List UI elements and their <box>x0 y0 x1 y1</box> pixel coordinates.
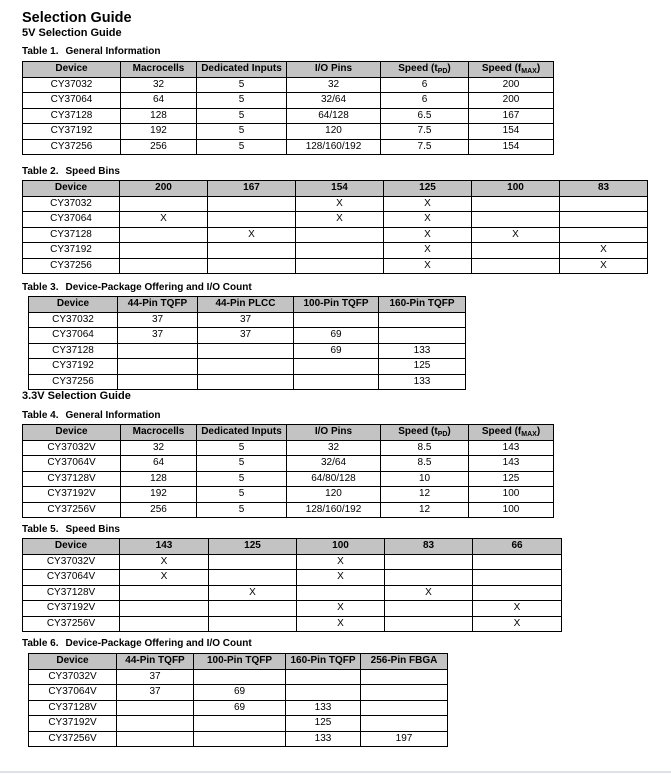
table2-caption-title: Speed Bins <box>65 166 120 177</box>
table5-caption-label: Table 5. <box>22 524 59 535</box>
table-header-row <box>23 539 562 555</box>
device-cell: CY37192V <box>23 601 120 617</box>
value-cell: 154 <box>469 124 554 140</box>
device-cell: CY37256V <box>23 502 121 518</box>
value-cell <box>294 374 379 390</box>
device-cell: CY37064 <box>23 212 120 228</box>
table-general-information-3v3 <box>22 424 554 518</box>
table3-caption-title: Device-Package Offering and I/O Count <box>65 282 252 293</box>
device-cell: CY37032 <box>23 77 121 93</box>
value-cell: X <box>209 585 297 601</box>
table-header-cell: Device <box>23 539 120 555</box>
value-cell: 256 <box>121 139 197 155</box>
value-cell <box>560 196 648 212</box>
table-general-information-5v <box>22 61 554 155</box>
value-cell: 120 <box>287 487 381 503</box>
device-cell: CY37128V <box>23 471 121 487</box>
table1-caption-label: Table 1. <box>22 46 59 57</box>
device-cell: CY37032 <box>29 312 118 328</box>
table-row <box>29 685 448 701</box>
value-cell: X <box>560 243 648 259</box>
value-cell <box>385 601 473 617</box>
page-edge-divider <box>0 771 671 773</box>
value-cell: 32/64 <box>287 93 381 109</box>
value-cell <box>208 243 296 259</box>
value-cell <box>379 328 466 344</box>
value-cell: 128/160/192 <box>287 139 381 155</box>
table-row <box>23 456 554 472</box>
device-cell: CY37064 <box>23 93 121 109</box>
value-cell: 12 <box>381 502 469 518</box>
table-header-row <box>23 181 648 197</box>
value-cell <box>194 731 286 747</box>
value-cell: 37 <box>117 685 194 701</box>
value-cell <box>379 312 466 328</box>
value-cell: 8.5 <box>381 440 469 456</box>
table-row <box>23 227 648 243</box>
table-row <box>29 669 448 685</box>
value-cell: X <box>296 212 384 228</box>
value-cell: X <box>120 570 209 586</box>
value-cell: X <box>297 601 385 617</box>
value-cell: 143 <box>469 456 554 472</box>
value-cell: X <box>120 554 209 570</box>
device-cell: CY37128V <box>23 585 120 601</box>
value-cell: 5 <box>197 108 287 124</box>
value-cell <box>198 359 294 375</box>
value-cell: 125 <box>379 359 466 375</box>
device-cell: CY37064V <box>23 456 121 472</box>
value-cell: 5 <box>197 471 287 487</box>
value-cell: 5 <box>197 124 287 140</box>
table-row <box>23 77 554 93</box>
table-row <box>23 440 554 456</box>
value-cell <box>120 585 209 601</box>
value-cell: 64/128 <box>287 108 381 124</box>
table-header-cell: Speed $(f_{MAX})$ <box>469 425 554 441</box>
value-cell: 100 <box>469 487 554 503</box>
table-row <box>29 312 466 328</box>
value-cell <box>120 616 209 632</box>
value-cell: 32 <box>287 440 381 456</box>
value-cell: 69 <box>294 328 379 344</box>
value-cell: 128/160/192 <box>287 502 381 518</box>
table-row <box>29 359 466 375</box>
value-cell: 5 <box>197 77 287 93</box>
device-cell: CY37192V <box>23 487 121 503</box>
value-cell: 64 <box>121 456 197 472</box>
table-header-cell: 143 <box>120 539 209 555</box>
value-cell: 256 <box>121 502 197 518</box>
value-cell <box>473 554 562 570</box>
table-header-row <box>29 654 448 670</box>
value-cell: 5 <box>197 456 287 472</box>
value-cell <box>294 359 379 375</box>
value-cell <box>361 669 448 685</box>
table-header-cell: I/O Pins <box>287 62 381 78</box>
table2-caption <box>22 166 671 178</box>
value-cell: 69 <box>194 685 286 701</box>
value-cell <box>361 716 448 732</box>
table-header-cell: Dedicated Inputs <box>197 62 287 78</box>
table-package-offering-3v3 <box>28 653 448 747</box>
value-cell: 128 <box>121 471 197 487</box>
table-header-cell: 100 <box>472 181 560 197</box>
value-cell <box>118 343 198 359</box>
table-header-cell: 100 <box>297 539 385 555</box>
value-cell: 197 <box>361 731 448 747</box>
value-cell <box>209 570 297 586</box>
value-cell <box>208 196 296 212</box>
value-cell <box>117 731 194 747</box>
table-row <box>23 258 648 274</box>
table2-caption-label: Table 2. <box>22 166 59 177</box>
value-cell: 120 <box>287 124 381 140</box>
value-cell <box>286 669 361 685</box>
table-header-cell: I/O Pins <box>287 425 381 441</box>
value-cell <box>361 685 448 701</box>
value-cell: 154 <box>469 139 554 155</box>
value-cell <box>209 554 297 570</box>
value-cell <box>194 669 286 685</box>
value-cell: X <box>384 258 472 274</box>
value-cell <box>296 243 384 259</box>
value-cell <box>208 258 296 274</box>
table-header-cell: Device <box>29 654 117 670</box>
table-row <box>23 471 554 487</box>
value-cell <box>120 258 208 274</box>
value-cell: 37 <box>198 312 294 328</box>
table-header-cell: Macrocells <box>121 62 197 78</box>
table-header-cell: Speed $(f_{MAX})$ <box>469 62 554 78</box>
device-cell: CY37032V <box>23 554 120 570</box>
value-cell: 69 <box>294 343 379 359</box>
table-row <box>23 108 554 124</box>
table-speed-bins-3v3 <box>22 538 562 632</box>
value-cell <box>294 312 379 328</box>
device-cell: CY37128 <box>23 108 121 124</box>
value-cell: 32 <box>287 77 381 93</box>
table-header-cell: 44-Pin PLCC <box>198 297 294 313</box>
value-cell: 7.5 <box>381 124 469 140</box>
table6-caption-title: Device-Package Offering and I/O Count <box>65 638 252 649</box>
value-cell <box>472 258 560 274</box>
table-header-cell: 44-Pin TQFP <box>118 297 198 313</box>
table-row <box>23 93 554 109</box>
value-cell: 8.5 <box>381 456 469 472</box>
value-cell <box>296 227 384 243</box>
table-header-cell: 83 <box>385 539 473 555</box>
device-cell: CY37256 <box>23 139 121 155</box>
table-speed-bins-5v <box>22 180 648 274</box>
value-cell: X <box>384 227 472 243</box>
table3-caption-label: Table 3. <box>22 282 59 293</box>
value-cell: 167 <box>469 108 554 124</box>
value-cell <box>208 212 296 228</box>
value-cell: 143 <box>469 440 554 456</box>
value-cell: 100 <box>469 502 554 518</box>
table-header-cell: 100-Pin TQFP <box>194 654 286 670</box>
table-header-cell: 66 <box>473 539 562 555</box>
device-cell: CY37256 <box>23 258 120 274</box>
value-cell <box>472 196 560 212</box>
value-cell <box>473 570 562 586</box>
table-header-cell: 100-Pin TQFP <box>294 297 379 313</box>
device-cell: CY37032 <box>23 196 120 212</box>
device-cell: CY37192 <box>29 359 118 375</box>
table-header-cell: 167 <box>208 181 296 197</box>
table-header-cell: Speed $(t_{PD})$ <box>381 425 469 441</box>
value-cell: 200 <box>469 93 554 109</box>
value-cell: X <box>120 212 208 228</box>
table-header-cell: 160-Pin TQFP <box>286 654 361 670</box>
table-header-row <box>29 297 466 313</box>
value-cell <box>385 554 473 570</box>
value-cell: X <box>208 227 296 243</box>
value-cell <box>118 374 198 390</box>
table3-caption <box>22 282 671 294</box>
value-cell: 6 <box>381 93 469 109</box>
value-cell <box>117 700 194 716</box>
value-cell: X <box>384 243 472 259</box>
value-cell: 200 <box>469 77 554 93</box>
value-cell <box>296 258 384 274</box>
value-cell <box>117 716 194 732</box>
value-cell: 125 <box>286 716 361 732</box>
value-cell <box>120 196 208 212</box>
section-heading-5v: 5V Selection Guide <box>22 27 122 39</box>
value-cell: X <box>384 212 472 228</box>
table4-caption-title: General Information <box>65 410 161 421</box>
value-cell: 37 <box>117 669 194 685</box>
value-cell <box>120 243 208 259</box>
table-header-cell: 125 <box>384 181 472 197</box>
section-heading-3v3: 3.3V Selection Guide <box>22 390 131 402</box>
table1-caption-title: General Information <box>65 46 161 57</box>
value-cell <box>385 616 473 632</box>
table-row <box>23 585 562 601</box>
table-row <box>29 700 448 716</box>
value-cell <box>286 685 361 701</box>
value-cell: 64/80/128 <box>287 471 381 487</box>
table-row <box>23 502 554 518</box>
table6-caption <box>22 638 671 650</box>
value-cell <box>361 700 448 716</box>
value-cell: X <box>472 227 560 243</box>
table-row <box>29 328 466 344</box>
table-header-cell: 256-Pin FBGA <box>361 654 448 670</box>
value-cell: 32 <box>121 77 197 93</box>
value-cell <box>209 601 297 617</box>
value-cell: 6.5 <box>381 108 469 124</box>
device-cell: CY37256 <box>29 374 118 390</box>
table-row <box>23 124 554 140</box>
table-header-row <box>23 62 554 78</box>
value-cell <box>472 243 560 259</box>
value-cell: 32/64 <box>287 456 381 472</box>
table-header-cell: 125 <box>209 539 297 555</box>
table-row <box>23 616 562 632</box>
table-row <box>23 554 562 570</box>
value-cell: 12 <box>381 487 469 503</box>
value-cell: 37 <box>118 312 198 328</box>
device-cell: CY37128 <box>29 343 118 359</box>
table-header-cell: Device <box>23 181 120 197</box>
value-cell <box>473 585 562 601</box>
value-cell: 125 <box>469 471 554 487</box>
value-cell <box>118 359 198 375</box>
table-header-cell: Speed $(t_{PD})$ <box>381 62 469 78</box>
table5-caption <box>22 524 671 536</box>
value-cell: 5 <box>197 502 287 518</box>
table-package-offering-5v <box>28 296 466 390</box>
device-cell: CY37192 <box>23 124 121 140</box>
value-cell: X <box>297 554 385 570</box>
value-cell: 37 <box>198 328 294 344</box>
value-cell: X <box>296 196 384 212</box>
value-cell <box>385 570 473 586</box>
device-cell: CY37256V <box>29 731 117 747</box>
table-header-cell: 154 <box>296 181 384 197</box>
device-cell: CY37192 <box>23 243 120 259</box>
device-cell: CY37064V <box>23 570 120 586</box>
table-row <box>23 196 648 212</box>
table-header-cell: Macrocells <box>121 425 197 441</box>
device-cell: CY37256V <box>23 616 120 632</box>
value-cell: 6 <box>381 77 469 93</box>
table5-caption-title: Speed Bins <box>65 524 120 535</box>
table-row <box>29 716 448 732</box>
page-title: Selection Guide <box>22 10 132 26</box>
value-cell: 133 <box>286 731 361 747</box>
value-cell: 69 <box>194 700 286 716</box>
table-header-cell: 44-Pin TQFP <box>117 654 194 670</box>
value-cell <box>472 212 560 228</box>
value-cell <box>560 212 648 228</box>
value-cell: 133 <box>286 700 361 716</box>
value-cell <box>198 374 294 390</box>
value-cell: 133 <box>379 343 466 359</box>
value-cell: 5 <box>197 440 287 456</box>
table-row <box>23 570 562 586</box>
value-cell <box>198 343 294 359</box>
device-cell: CY37192V <box>29 716 117 732</box>
value-cell: X <box>473 616 562 632</box>
value-cell <box>194 716 286 732</box>
value-cell: 10 <box>381 471 469 487</box>
value-cell: 32 <box>121 440 197 456</box>
table4-caption-label: Table 4. <box>22 410 59 421</box>
table-header-row <box>23 425 554 441</box>
table-header-cell: 160-Pin TQFP <box>379 297 466 313</box>
value-cell: 5 <box>197 139 287 155</box>
table-row <box>23 243 648 259</box>
device-cell: CY37032V <box>29 669 117 685</box>
value-cell <box>209 616 297 632</box>
table-row <box>23 601 562 617</box>
table-row <box>23 212 648 228</box>
table-header-cell: Device <box>23 62 121 78</box>
value-cell: 5 <box>197 487 287 503</box>
value-cell: X <box>560 258 648 274</box>
table4-caption <box>22 410 671 422</box>
table-row <box>29 731 448 747</box>
value-cell: 64 <box>121 93 197 109</box>
value-cell <box>120 601 209 617</box>
table-row <box>29 374 466 390</box>
value-cell: 37 <box>118 328 198 344</box>
value-cell: 133 <box>379 374 466 390</box>
value-cell: 5 <box>197 93 287 109</box>
value-cell: X <box>297 570 385 586</box>
table-header-cell: Dedicated Inputs <box>197 425 287 441</box>
table-header-cell: 83 <box>560 181 648 197</box>
value-cell: X <box>384 196 472 212</box>
table-row <box>29 343 466 359</box>
device-cell: CY37128V <box>29 700 117 716</box>
table-header-cell: Device <box>23 425 121 441</box>
table-header-cell: 200 <box>120 181 208 197</box>
table-header-cell: Device <box>29 297 118 313</box>
table6-caption-label: Table 6. <box>22 638 59 649</box>
value-cell: 192 <box>121 124 197 140</box>
value-cell <box>120 227 208 243</box>
value-cell: X <box>297 616 385 632</box>
value-cell <box>297 585 385 601</box>
table1-caption <box>22 46 671 58</box>
value-cell <box>560 227 648 243</box>
value-cell: 7.5 <box>381 139 469 155</box>
value-cell: X <box>385 585 473 601</box>
value-cell: 128 <box>121 108 197 124</box>
table-row <box>23 139 554 155</box>
device-cell: CY37128 <box>23 227 120 243</box>
value-cell: 192 <box>121 487 197 503</box>
value-cell: X <box>473 601 562 617</box>
device-cell: CY37064 <box>29 328 118 344</box>
device-cell: CY37064V <box>29 685 117 701</box>
table-row <box>23 487 554 503</box>
device-cell: CY37032V <box>23 440 121 456</box>
